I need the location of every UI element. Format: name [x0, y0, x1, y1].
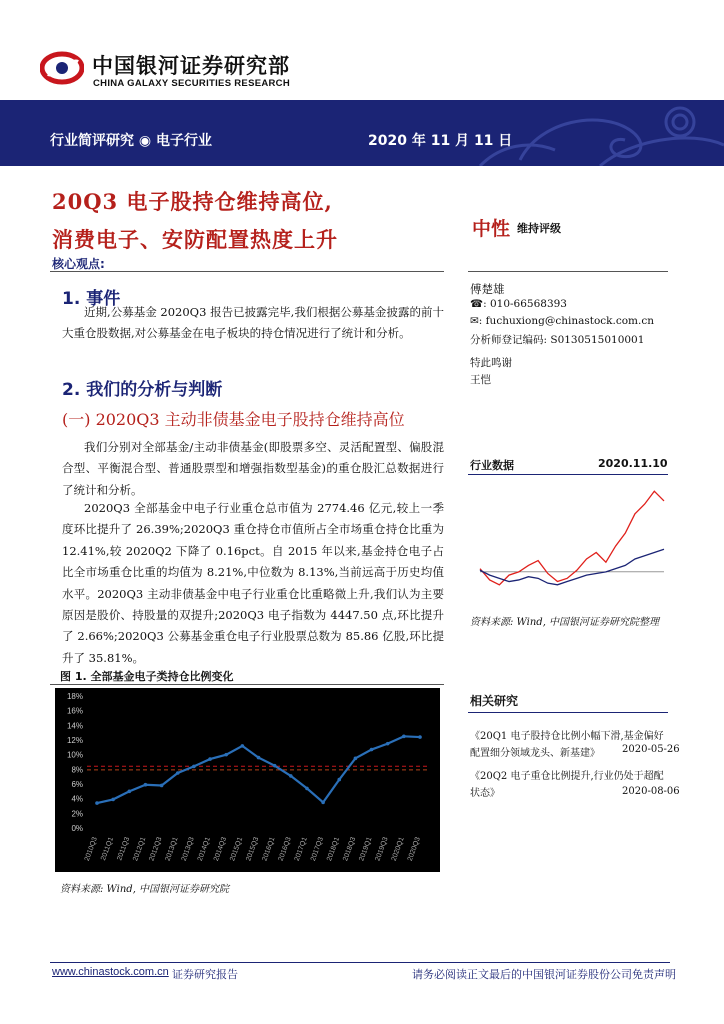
report-title-line-2: 消费电子、安防配置热度上升: [52, 227, 338, 252]
rating-note: 维持评级: [517, 222, 561, 235]
x-tick-label: 2018Q3: [342, 836, 358, 863]
data-point: [95, 801, 99, 805]
data-point: [224, 753, 228, 757]
industry-source: 资料来源: Wind, 中国银河证券研究院整理: [470, 617, 660, 628]
data-point: [386, 742, 390, 746]
industry-data-date: 2020.11.10: [598, 457, 668, 470]
data-point: [257, 756, 261, 760]
x-tick-label: 2012Q3: [148, 836, 164, 863]
galaxy-logo-icon: [40, 48, 84, 88]
data-point: [354, 757, 358, 761]
related-item-1-date: 2020-05-26: [622, 744, 680, 755]
data-point: [305, 787, 309, 791]
x-tick-label: 2016Q1: [261, 836, 277, 863]
subsection-heading: (一) 2020Q3 主动非债基金电子股持仓维持高位: [62, 410, 405, 429]
x-tick-label: 2019Q3: [374, 836, 390, 863]
data-point: [241, 744, 245, 748]
data-point: [370, 748, 374, 752]
x-tick-label: 2010Q3: [83, 836, 99, 863]
related-research-label: 相关研究: [470, 694, 519, 708]
x-tick-label: 2017Q1: [293, 836, 309, 863]
report-date: 2020 年 11 月 11 日: [368, 133, 513, 149]
data-point: [418, 735, 422, 739]
x-tick-label: 2012Q1: [132, 836, 148, 863]
analyst-phone: ☎: 010-66568393: [470, 298, 567, 310]
x-tick-label: 2020Q1: [390, 836, 406, 863]
data-point: [208, 757, 212, 761]
divider: [468, 271, 668, 272]
x-tick-label: 2016Q3: [277, 836, 293, 863]
core-view-label: 核心观点:: [52, 257, 105, 271]
x-tick-label: 2017Q3: [309, 836, 325, 863]
x-tick-label: 2015Q1: [229, 836, 245, 863]
data-point: [273, 764, 277, 768]
analysis-paragraph-2: 2020Q3 全部基金中电子行业重仓总市值为 2774.46 亿元,较上一季度环比提升了 26.39%;2020Q3 重仓持仓市值所占全市场重仓持仓比重为 12.41%,较 2020Q2 下降了 0.16pct。自 2015 年以来,基金持仓电子占比全市场重仓比重的均值为 8.21%,中位数为 8.13%,当前远高于历史均值水平。2020Q3 主动非债基金中电子行业重仓比重略微上升,我们认为主要原因是股价、持股量的双提升;2020Q3 电子指数为 4447.50 点,环比提升了 2.66%;2020Q3 公募基金重仓电子行业股票总数为 85.86 亿股,环比提升了 35.81%。: [62, 501, 444, 665]
analyst-cert: 分析师登记编码: S0130515010001: [470, 334, 645, 346]
y-tick-label: 0%: [71, 824, 83, 833]
data-point: [111, 798, 115, 802]
footer-divider: [50, 962, 670, 963]
x-tick-label: 2014Q1: [196, 836, 212, 863]
brand-name-cn: 中国银河证券研究部: [92, 54, 290, 78]
analyst-name: 傅楚雄: [470, 282, 505, 296]
x-tick-label: 2014Q3: [212, 836, 229, 863]
x-tick-label: 2019Q1: [358, 836, 374, 863]
divider: [468, 712, 668, 713]
y-tick-label: 14%: [66, 721, 83, 731]
industry-chart: [468, 480, 668, 605]
footer-disclaimer: 请务必阅读正文最后的中国银河证券股份公司免责声明: [412, 968, 676, 981]
data-point: [337, 778, 341, 782]
y-tick-label: 18%: [66, 692, 83, 701]
figure-source: 资料来源: Wind, 中国银河证券研究院: [60, 884, 230, 895]
data-point: [144, 783, 148, 787]
brand-name-en: CHINA GALAXY SECURITIES RESEARCH: [93, 78, 290, 89]
report-title-line-1: 20Q3 电子股持仓维持高位,: [52, 189, 333, 214]
data-point: [402, 735, 406, 739]
x-tick-label: 2015Q3: [245, 836, 261, 863]
x-tick-label: 2013Q1: [164, 836, 180, 863]
y-tick-label: 6%: [71, 780, 83, 789]
y-tick-label: 2%: [71, 809, 83, 819]
data-point: [176, 771, 180, 775]
x-tick-label: 2020Q3: [406, 836, 422, 863]
y-tick-label: 10%: [66, 750, 83, 760]
thanks-label: 特此鸣谢: [470, 357, 512, 369]
figure-title: 图 1. 全部基金电子类持仓比例变化: [60, 670, 234, 683]
y-tick-label: 12%: [66, 736, 83, 745]
y-tick-label: 16%: [66, 706, 83, 716]
related-item-1[interactable]: 《20Q1 电子股持仓比例小幅下滑,基金偏好配置细分领域龙头、新基建》: [470, 731, 664, 759]
section-heading-analysis: 2. 我们的分析与判断: [62, 380, 223, 400]
section-heading-event: 1. 事件: [62, 289, 121, 309]
divider: [50, 271, 444, 272]
chart-background: [468, 480, 668, 605]
y-tick-label: 8%: [71, 765, 83, 775]
x-tick-label: 2013Q3: [180, 836, 196, 863]
analysis-paragraph-1: 我们分别对全部基金/主动非债基金(即股票多空、灵活配置型、偏股混合型、平衡混合型、普通股票型和增强指数型基金)的重仓股汇总数据进行了统计和分析。: [62, 440, 444, 497]
divider: [50, 684, 444, 685]
analyst-email[interactable]: ✉: fuchuxiong@chinastock.com.cn: [470, 315, 654, 327]
data-point: [128, 790, 132, 794]
footer-url-label: 证券研究报告: [172, 968, 238, 981]
data-point: [321, 801, 325, 805]
related-item-2[interactable]: 《20Q2 电子重仓比例提升,行业仍处于超配状态》: [470, 771, 664, 799]
thanks-name: 王恺: [470, 374, 491, 386]
industry-data-label: 行业数据: [470, 459, 514, 472]
divider: [468, 474, 668, 475]
x-tick-label: 2011Q3: [116, 836, 132, 862]
data-point: [192, 765, 196, 769]
y-tick-label: 4%: [71, 794, 83, 804]
event-paragraph: 近期,公募基金 2020Q3 报告已披露完毕,我们根据公募基金披露的前十大重仓股数据,对公募基金在电子板块的持仓情况进行了统计和分析。: [62, 305, 444, 341]
footer-url-link[interactable]: www.chinastock.com.cn: [52, 966, 169, 978]
holding-ratio-chart: [55, 688, 440, 872]
related-item-2-date: 2020-08-06: [622, 786, 680, 797]
report-category: 行业简评研究 ◉ 电子行业: [50, 133, 212, 149]
x-tick-label: 2011Q1: [100, 836, 116, 862]
x-tick-label: 2018Q1: [326, 836, 342, 863]
rating-label: 中性: [472, 218, 511, 240]
data-point: [160, 784, 164, 788]
data-point: [289, 774, 293, 778]
